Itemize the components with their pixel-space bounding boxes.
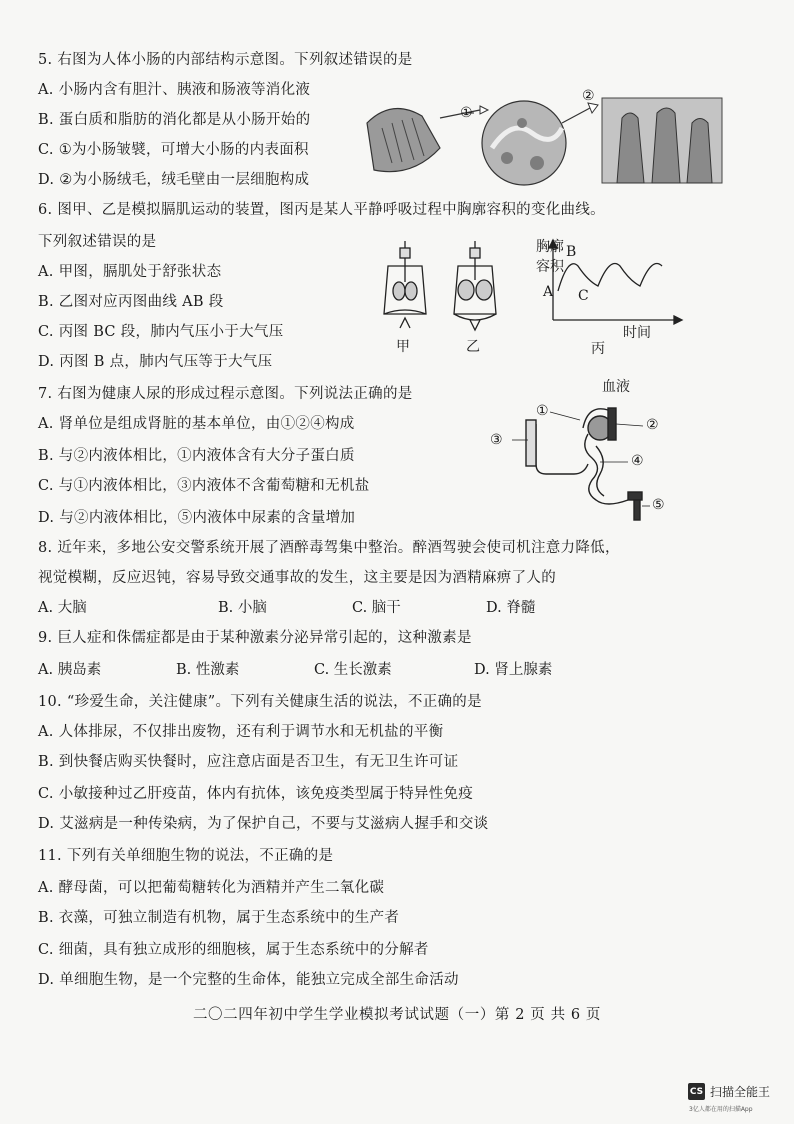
q8-stem: 8. 近年来，多地公安交警系统开展了酒醉毒驾集中整治。醉酒驾驶会使司机注意力降低， (38, 540, 620, 556)
q11-stem: 11. 下列有关单细胞生物的说法，不正确的是 (38, 848, 334, 864)
point-c-label: C (578, 288, 589, 304)
q7-option-c: C. 与①内液体相比，③内液体不含葡萄糖和无机盐 (38, 478, 370, 494)
label-jia: 甲 (396, 339, 410, 355)
q11-option-c: C. 细菌，具有独立成形的细胞核，属于生态系统中的分解者 (38, 942, 429, 958)
q7-option-a: A. 肾单位是组成肾脏的基本单位，由①②④构成 (38, 416, 355, 432)
q5-option-b: B. 蛋白质和脂肪的消化都是从小肠开始的 (38, 112, 311, 128)
q5-option-a: A. 小肠内含有胆汁、胰液和肠液等消化液 (38, 82, 311, 98)
q7-option-d: D. 与②内液体相比，⑤内液体中尿素的含量增加 (38, 510, 356, 526)
figure-label-1: ① (460, 105, 473, 121)
nephron-label-5: ⑤ (652, 497, 665, 513)
q9-options (38, 660, 758, 680)
nephron-figure (488, 376, 688, 526)
q9-option-c: C. 生长激素 (314, 662, 392, 678)
q8-option-b: B. 小脑 (218, 600, 267, 616)
scanner-watermark (688, 1083, 770, 1100)
q10-stem: 10. “珍爱生命，关注健康”。下列有关健康生活的说法，不正确的是 (38, 694, 482, 710)
q6-option-a: A. 甲图，膈肌处于舒张状态 (38, 264, 222, 280)
q11-option-a: A. 酵母菌，可以把葡萄糖转化为酒精并产生二氧化碳 (38, 880, 385, 896)
page-footer: 二〇二四年初中学生学业模拟考试试题（一）第 2 页 共 6 页 (192, 1007, 602, 1023)
figure-label-2: ② (582, 88, 595, 104)
q10-option-c: C. 小敏接种过乙肝疫苗，体内有抗体，该免疫类型属于特异性免疫 (38, 786, 474, 802)
nephron-label-4: ④ (631, 453, 644, 469)
q6-option-b: B. 乙图对应丙图曲线 AB 段 (38, 294, 224, 310)
q5-stem: 5. 右图为人体小肠的内部结构示意图。下列叙述错误的是 (38, 52, 413, 68)
q11-option-d: D. 单细胞生物，是一个完整的生命体，能独立完成全部生命活动 (38, 972, 459, 988)
q10-option-b: B. 到快餐店购买快餐时，应注意店面是否卫生，有无卫生许可证 (38, 754, 459, 770)
nephron-label-2: ② (646, 417, 659, 433)
point-b-label: B (566, 244, 577, 260)
q5-option-c: C. ①为小肠皱襞，可增大小肠的内表面积 (38, 142, 309, 158)
q9-option-a: A. 胰岛素 (38, 662, 102, 678)
y-axis-label-1: 胸廓 (536, 239, 564, 255)
q10-option-a: A. 人体排尿，不仅排出废物，还有利于调节水和无机盐的平衡 (38, 724, 444, 740)
diaphragm-figure (378, 236, 758, 360)
label-yi: 乙 (466, 339, 480, 355)
q10-option-d: D. 艾滋病是一种传染病，为了保护自己，不要与艾滋病人握手和交谈 (38, 816, 489, 832)
label-bing: 丙 (591, 341, 605, 357)
q6-option-d: D. 丙图 B 点，肺内气压等于大气压 (38, 354, 273, 370)
q9-option-d: D. 肾上腺素 (474, 662, 553, 678)
nephron-label-3: ③ (490, 432, 503, 448)
q5-option-d: D. ②为小肠绒毛，绒毛壁由一层细胞构成 (38, 172, 310, 188)
q11-option-b: B. 衣藻，可独立制造有机物，属于生态系统中的生产者 (38, 910, 400, 926)
q9-stem: 9. 巨人症和侏儒症都是由于某种激素分泌异常引起的，这种激素是 (38, 630, 472, 646)
q8-option-d: D. 脊髓 (486, 600, 536, 616)
point-a-label: A (543, 284, 554, 300)
q6-option-c: C. 丙图 BC 段，肺内气压小于大气压 (38, 324, 284, 340)
x-axis-label: 时间 (623, 325, 651, 341)
q6-stem: 6. 图甲、乙是模拟膈肌运动的装置，图丙是某人平静呼吸过程中胸廓容积的变化曲线。 (38, 202, 605, 218)
y-axis-label-2: 容积 (536, 259, 564, 275)
camscanner-logo-icon: CS (688, 1083, 705, 1100)
small-intestine-figure (362, 78, 762, 190)
q8-option-c: C. 脑干 (352, 600, 401, 616)
watermark-name: 扫描全能王 (710, 1085, 771, 1099)
nephron-label-1: ① (536, 403, 549, 419)
watermark-subtitle: 3亿人都在用的扫描App (689, 1106, 753, 1113)
q8-options (38, 598, 758, 618)
q9-option-b: B. 性激素 (176, 662, 240, 678)
q7-stem: 7. 右图为健康人尿的形成过程示意图。下列说法正确的是 (38, 386, 413, 402)
q8-option-a: A. 大脑 (38, 600, 87, 616)
bell-jar-jia (384, 241, 426, 328)
blood-label: 血液 (602, 379, 630, 395)
q7-option-b: B. 与②内液体相比，①内液体含有大分子蛋白质 (38, 448, 355, 464)
bell-jar-yi (454, 241, 496, 330)
q6-stem-2: 下列叙述错误的是 (38, 234, 157, 250)
q8-stem-2: 视觉模糊，反应迟钝，容易导致交通事故的发生，这主要是因为酒精麻痹了人的 (38, 570, 556, 586)
